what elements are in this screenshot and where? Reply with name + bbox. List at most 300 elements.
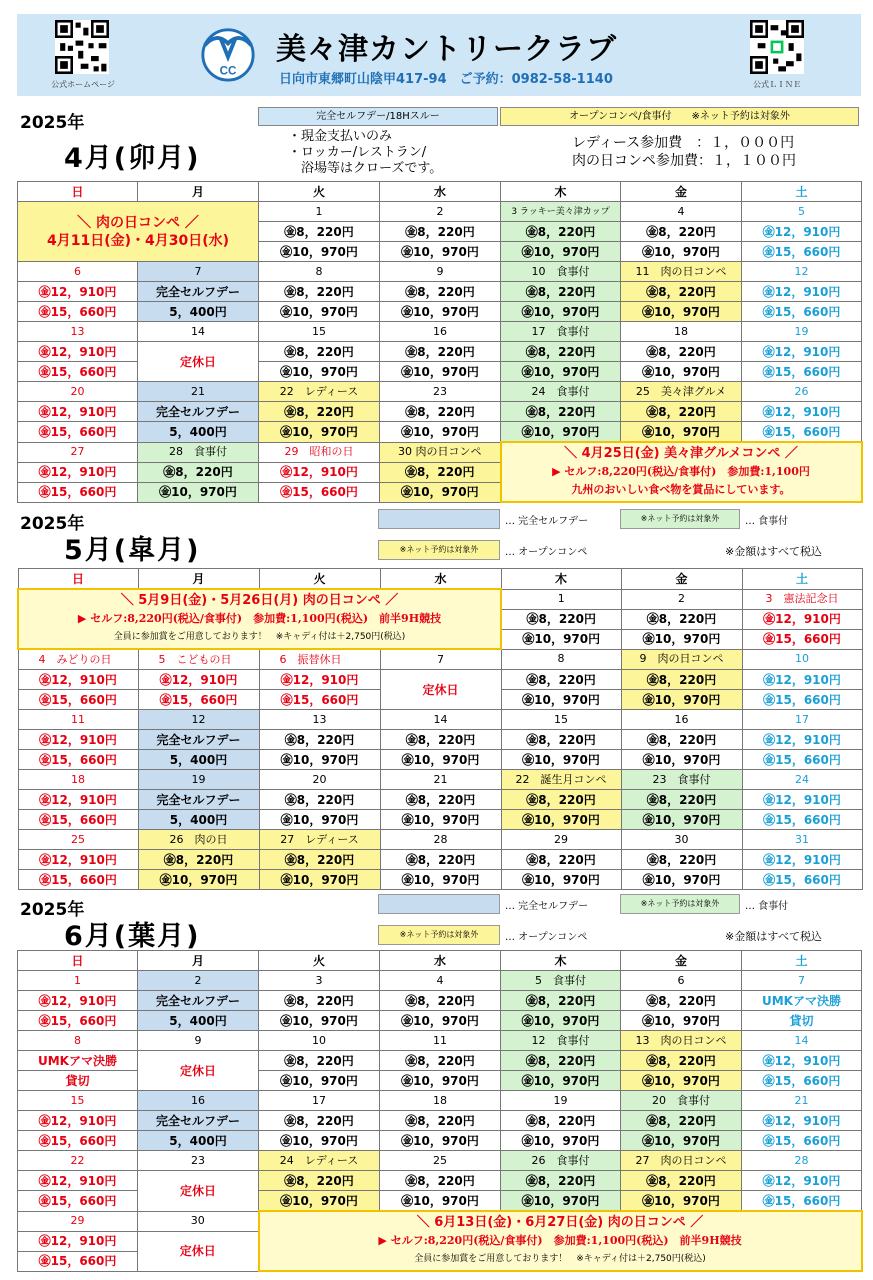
june-promo-note: 全員に参加賞をご用意しております！ ※キャディ付は＋2,750円(税込) [414, 1254, 706, 1264]
april-niku-promo-title: ＼ 肉の日コンペ ／ [77, 214, 199, 231]
day-cell[interactable]: 15 [501, 710, 621, 730]
price-self: ㊎8，220円 [259, 342, 380, 362]
day-cell[interactable]: 21 [742, 1091, 862, 1111]
price-self: ㊎8，220円 [501, 730, 621, 750]
price-holiday-cart: ㊎15，660円 [18, 690, 138, 710]
price-cart: ㊎10，970円 [380, 302, 501, 322]
price-holiday-cart: ㊎15，660円 [742, 1131, 862, 1151]
june-year: 2025年 [20, 900, 85, 920]
price-self: ㊎8，220円 [259, 730, 380, 750]
day-cell[interactable]: 16 [380, 322, 501, 342]
price-cart: ㊎10，970円 [621, 422, 742, 443]
day-cell[interactable]: 22 誕生月コンペ [501, 770, 621, 790]
price-cart: ㊎10，970円 [259, 242, 380, 262]
price-holiday-cart: ㊎15，660円 [259, 690, 380, 710]
day-cell[interactable]: 29 [501, 830, 621, 850]
qr-code-line-icon[interactable] [750, 20, 804, 74]
price-self: ㊎8，220円 [259, 1111, 380, 1131]
legend-meal-swatch: ※ネット予約は対象外 [620, 894, 740, 914]
day-cell[interactable]: 6 [18, 262, 138, 282]
may-month-title: 5月(皐月) [64, 535, 201, 566]
price-self: ㊎8，220円 [259, 1051, 380, 1071]
price-holiday-cart: ㊎15，660円 [742, 870, 862, 890]
price-holiday-cart: ㊎15，660円 [138, 690, 259, 710]
june-month-title: 6月(葉月) [64, 921, 201, 952]
weekday-mon: 月 [138, 182, 259, 202]
day-cell[interactable]: 25 [18, 830, 138, 850]
day-cell[interactable]: 19 [742, 322, 862, 342]
price-cart: ㊎10，970円 [380, 1191, 501, 1212]
club-address: 日向市東郷町山陰甲417-94 ご予約：0982-58-1140 [279, 72, 613, 87]
price-cart: ㊎10，970円 [621, 870, 742, 890]
price-cart: ㊎10，970円 [259, 810, 380, 830]
price-self: ㊎8，220円 [380, 850, 501, 870]
day-cell[interactable]: 28 食事付 [138, 442, 259, 462]
price-holiday-self: ㊎12，910円 [259, 670, 380, 690]
day-cell[interactable]: 17 [742, 710, 862, 730]
price-self: ㊎8，220円 [138, 850, 259, 870]
price-self: ㊎8，220円 [380, 222, 501, 242]
weekday-wed: 水 [380, 182, 501, 202]
price-self: ㊎8，220円 [380, 1111, 501, 1131]
price-self: ㊎8，220円 [259, 790, 380, 810]
weekday-sat: 土 [742, 182, 862, 202]
legend-self-day: … 完全セルフデー [505, 516, 589, 527]
price-self: ㊎8，220円 [380, 730, 501, 750]
day-cell[interactable]: 24 [742, 770, 862, 790]
day-cell[interactable]: 21 [138, 382, 259, 402]
day-cell[interactable]: 14 [742, 1031, 862, 1051]
price-self: ㊎8，220円 [501, 342, 621, 362]
price-holiday-cart: ㊎15，660円 [742, 629, 862, 649]
self-day-label: 完全セルフデー [138, 730, 259, 750]
day-cell[interactable]: 24 食事付 [501, 382, 621, 402]
weekday-mon: 月 [138, 569, 259, 590]
self-day-label: 完全セルフデー [138, 282, 259, 302]
qr-line-caption: 公式ＬＩＮＥ [753, 80, 801, 89]
weekday-sun: 日 [18, 569, 138, 590]
club-title: 美々津カントリークラブ [276, 32, 617, 67]
day-cell[interactable]: 18 [380, 1091, 501, 1111]
ladies-fee: レディース参加費 ：１，０００円 [572, 135, 795, 151]
day-cell[interactable]: 23 [380, 382, 501, 402]
legend-open-compe: … オープンコンペ [505, 547, 588, 558]
day-cell[interactable]: 10 [742, 649, 862, 670]
legend-self-day-swatch [378, 509, 500, 529]
day-cell[interactable]: 30 [621, 830, 742, 850]
legend-open-compe: … オープンコンペ [505, 932, 588, 943]
day-cell[interactable]: 11 [380, 1031, 501, 1051]
price-cart: ㊎10，970円 [621, 1191, 742, 1212]
price-holiday-self: ㊎12，910円 [18, 790, 138, 810]
price-self: ㊎8，220円 [380, 462, 501, 482]
day-cell[interactable]: 29 昭和の日 [259, 442, 380, 462]
day-cell[interactable]: 6 振替休日 [259, 649, 380, 670]
day-cell[interactable]: 1 [501, 589, 621, 609]
day-cell[interactable]: 16 [621, 710, 742, 730]
reserved-label: 貸切 [18, 1071, 138, 1091]
price-self: ㊎8，220円 [621, 609, 742, 629]
day-cell[interactable]: 10 食事付 [501, 262, 621, 282]
price-self: ㊎8，220円 [501, 222, 621, 242]
day-cell[interactable]: 9 [380, 262, 501, 282]
day-cell[interactable]: 19 [138, 770, 259, 790]
day-cell[interactable]: 9 肉の日コンペ [621, 649, 742, 670]
price-holiday-self: ㊎12，910円 [18, 1111, 138, 1131]
day-cell[interactable]: 12 食事付 [501, 1031, 621, 1051]
price-holiday-cart: ㊎15，660円 [18, 302, 138, 322]
weekday-mon: 月 [138, 951, 259, 971]
price-cart: ㊎10，970円 [621, 750, 742, 770]
closed-day: 定休日 [138, 342, 259, 382]
price-self: ㊎8，220円 [380, 1171, 501, 1191]
price-self: ㊎8，220円 [621, 1051, 742, 1071]
day-cell[interactable]: 20 [18, 382, 138, 402]
price-self: ㊎8，220円 [380, 402, 501, 422]
day-cell[interactable]: 8 [501, 649, 621, 670]
legend-meal-swatch: ※ネット予約は対象外 [620, 509, 740, 529]
self-day-price: 5，400円 [138, 810, 259, 830]
price-holiday-self: ㊎12，910円 [18, 991, 138, 1011]
closed-day: 定休日 [138, 1231, 259, 1271]
price-cart: ㊎10，970円 [621, 1131, 742, 1151]
logo-text: CC [219, 64, 237, 78]
day-cell[interactable]: 1 [259, 202, 380, 222]
day-cell[interactable]: 16 [138, 1091, 259, 1111]
day-cell[interactable]: 3 憲法記念日 [742, 589, 862, 609]
weekday-sun: 日 [18, 951, 138, 971]
self-day-price: 5，400円 [138, 302, 259, 322]
price-cart: ㊎10，970円 [621, 629, 742, 649]
legend-open-swatch: ※ネット予約は対象外 [378, 925, 500, 945]
price-holiday-self: ㊎12，910円 [18, 1231, 138, 1251]
price-holiday-self: ㊎12，910円 [18, 282, 138, 302]
day-cell[interactable]: 20 [259, 770, 380, 790]
weekday-tue: 火 [259, 182, 380, 202]
june-niku-promo[interactable] [259, 1211, 862, 1271]
weekday-fri: 金 [621, 569, 742, 590]
price-self: ㊎8，220円 [621, 790, 742, 810]
day-cell[interactable]: 9 [138, 1031, 259, 1051]
price-holiday-self: ㊎12，910円 [18, 850, 138, 870]
self-day-label: 完全セルフデー [138, 1111, 259, 1131]
weekday-tue: 火 [259, 569, 380, 590]
day-cell[interactable]: 14 [138, 322, 259, 342]
price-self: ㊎8，220円 [501, 1051, 621, 1071]
price-holiday-self: ㊎12，910円 [138, 670, 259, 690]
gourmet-promo-note: 九州のおいしい食べ物を賞品にしています。 [571, 483, 791, 496]
qr-code-homepage-icon[interactable] [55, 20, 109, 74]
price-self: ㊎8，220円 [621, 342, 742, 362]
day-cell[interactable]: 27 [18, 442, 138, 462]
price-cart: ㊎10，970円 [621, 810, 742, 830]
day-cell[interactable]: 28 [380, 830, 501, 850]
price-self: ㊎8，220円 [501, 609, 621, 629]
self-day-info-line: ・現金支払いのみ [288, 129, 393, 144]
june-promo-fee: ▶ セルフ:8,220円(税込/食事付) 参加費:1,100円(税込) 前半9H競技 [378, 1234, 742, 1247]
april-niku-promo[interactable] [18, 202, 259, 262]
weekday-thu: 木 [501, 182, 621, 202]
weekday-thu: 木 [501, 569, 621, 590]
gourmet-promo-title: ＼ 4月25日(金) 美々津グルメコンペ ／ [564, 446, 798, 461]
price-self: ㊎8，220円 [380, 1051, 501, 1071]
day-cell[interactable]: 2 [621, 589, 742, 609]
price-holiday-cart: ㊎15，660円 [18, 1131, 138, 1151]
day-cell[interactable]: 30 肉の日コンペ [380, 442, 501, 462]
day-cell[interactable]: 4 [621, 202, 742, 222]
day-cell[interactable]: 8 [18, 1031, 138, 1051]
price-holiday-self: ㊎12，910円 [259, 462, 380, 482]
day-cell[interactable]: 30 [138, 1211, 259, 1231]
price-cart: ㊎10，970円 [259, 1071, 380, 1091]
day-cell[interactable]: 18 [18, 770, 138, 790]
price-holiday-self: ㊎12，910円 [742, 1051, 862, 1071]
price-self: ㊎8，220円 [621, 222, 742, 242]
day-cell[interactable]: 3 ラッキー美々津カップ [501, 202, 621, 222]
reserved-label: 貸切 [742, 1011, 862, 1031]
price-cart: ㊎10，970円 [380, 422, 501, 443]
legend-open-swatch: ※ネット予約は対象外 [378, 540, 500, 560]
day-cell[interactable]: 26 肉の日 [138, 830, 259, 850]
price-holiday-cart: ㊎15，660円 [18, 1251, 138, 1271]
price-self: ㊎8，220円 [501, 402, 621, 422]
price-holiday-self: ㊎12，910円 [18, 402, 138, 422]
day-cell[interactable]: 7 [742, 971, 862, 991]
day-cell[interactable]: 27 レディース [259, 830, 380, 850]
price-cart: ㊎10，970円 [621, 302, 742, 322]
price-holiday-self: ㊎12，910円 [742, 730, 862, 750]
price-cart: ㊎10，970円 [501, 1191, 621, 1212]
legend-self-day-swatch [378, 894, 500, 914]
umk-final-label: UMKアマ決勝 [18, 1051, 138, 1071]
day-cell[interactable]: 27 肉の日コンペ [621, 1151, 742, 1171]
day-cell[interactable]: 14 [380, 710, 501, 730]
self-day-price: 5，400円 [138, 750, 259, 770]
day-cell[interactable]: 13 肉の日コンペ [621, 1031, 742, 1051]
weekday-sat: 土 [742, 951, 862, 971]
day-cell[interactable]: 13 [259, 710, 380, 730]
price-holiday-self: ㊎12，910円 [742, 222, 862, 242]
price-cart: ㊎10，970円 [501, 690, 621, 710]
price-self: ㊎8，220円 [501, 991, 621, 1011]
price-cart: ㊎10，970円 [501, 1131, 621, 1151]
price-self: ㊎8，220円 [380, 790, 501, 810]
club-logo-icon [199, 24, 257, 82]
price-self: ㊎8，220円 [621, 991, 742, 1011]
price-cart: ㊎10，970円 [501, 629, 621, 649]
price-self: ㊎8，220円 [501, 1111, 621, 1131]
price-holiday-self: ㊎12，910円 [742, 1111, 862, 1131]
price-holiday-cart: ㊎15，660円 [259, 482, 380, 502]
price-holiday-cart: ㊎15，660円 [742, 242, 862, 262]
may-promo-title: ＼ 5月9日(金)・5月26日(月) 肉の日コンペ ／ [120, 593, 399, 608]
day-cell[interactable]: 7 [138, 262, 259, 282]
price-cart: ㊎10，970円 [259, 1131, 380, 1151]
price-cart: ㊎10，970円 [380, 482, 501, 502]
price-holiday-cart: ㊎15，660円 [18, 1011, 138, 1031]
legend-self-day: … 完全セルフデー [505, 901, 589, 912]
price-holiday-self: ㊎12，910円 [742, 790, 862, 810]
price-cart: ㊎10，970円 [380, 1131, 501, 1151]
day-cell[interactable]: 23 食事付 [621, 770, 742, 790]
legend-meal: … 食事付 [745, 516, 789, 527]
day-cell[interactable]: 7 [380, 649, 501, 670]
price-self: ㊎8，220円 [138, 462, 259, 482]
day-cell[interactable]: 28 [742, 1151, 862, 1171]
price-holiday-self: ㊎12，910円 [18, 342, 138, 362]
price-self: ㊎8，220円 [501, 790, 621, 810]
may-niku-promo[interactable] [18, 589, 501, 649]
price-holiday-self: ㊎12，910円 [18, 1171, 138, 1191]
day-cell[interactable]: 8 [259, 262, 380, 282]
day-cell[interactable]: 26 食事付 [501, 1151, 621, 1171]
legend-tax-note: ※金額はすべて税込 [725, 545, 822, 558]
june-promo-title: ＼ 6月13日(金)・6月27日(金) 肉の日コンペ ／ [416, 1215, 704, 1230]
price-self: ㊎8，220円 [621, 1111, 742, 1131]
price-cart: ㊎10，970円 [259, 362, 380, 382]
day-cell[interactable]: 24 レディース [259, 1151, 380, 1171]
price-cart: ㊎10，970円 [501, 1071, 621, 1091]
price-cart: ㊎10，970円 [501, 870, 621, 890]
day-cell[interactable]: 26 [742, 382, 862, 402]
day-cell[interactable]: 2 [138, 971, 259, 991]
weekday-fri: 金 [621, 182, 742, 202]
self-day-label: 完全セルフデー [138, 402, 259, 422]
day-cell[interactable]: 5 [742, 202, 862, 222]
price-holiday-cart: ㊎15，660円 [18, 422, 138, 443]
price-cart: ㊎10，970円 [621, 1071, 742, 1091]
price-self: ㊎8，220円 [259, 402, 380, 422]
price-cart: ㊎10，970円 [501, 1011, 621, 1031]
day-cell[interactable]: 17 [259, 1091, 380, 1111]
day-cell[interactable]: 21 [380, 770, 501, 790]
day-cell[interactable]: 29 [18, 1211, 138, 1231]
day-cell[interactable]: 15 [18, 1091, 138, 1111]
may-calendar [17, 568, 863, 890]
price-cart: ㊎10，970円 [259, 750, 380, 770]
price-self: ㊎8，220円 [380, 991, 501, 1011]
day-cell[interactable]: 11 肉の日コンペ [621, 262, 742, 282]
price-cart: ㊎10，970円 [380, 242, 501, 262]
price-holiday-self: ㊎12，910円 [742, 402, 862, 422]
april-year: 2025年 [20, 113, 85, 133]
day-cell[interactable]: 25 [380, 1151, 501, 1171]
day-cell[interactable]: 6 [621, 971, 742, 991]
price-holiday-self: ㊎12，910円 [18, 462, 138, 482]
price-self: ㊎8，220円 [259, 1171, 380, 1191]
self-day-label: 完全セルフデー [138, 790, 259, 810]
day-cell[interactable]: 22 [18, 1151, 138, 1171]
self-day-price: 5，400円 [138, 1131, 259, 1151]
closed-day: 定休日 [138, 1171, 259, 1212]
gourmet-promo-fee: ▶ セルフ:8,220円(税込/食事付) 参加費:1,100円 [552, 465, 810, 478]
day-cell[interactable]: 1 [18, 971, 138, 991]
price-self: ㊎8，220円 [501, 1171, 621, 1191]
may-year: 2025年 [20, 514, 85, 534]
price-holiday-cart: ㊎15，660円 [742, 810, 862, 830]
april-calendar [17, 181, 863, 503]
day-cell[interactable]: 18 [621, 322, 742, 342]
price-cart: ㊎10，970円 [501, 810, 621, 830]
price-holiday-cart: ㊎15，660円 [18, 1191, 138, 1212]
day-cell[interactable]: 23 [138, 1151, 259, 1171]
day-cell[interactable]: 17 食事付 [501, 322, 621, 342]
price-holiday-cart: ㊎15，660円 [742, 1191, 862, 1212]
price-cart: ㊎10，970円 [259, 1191, 380, 1212]
price-cart: ㊎10，970円 [380, 870, 501, 890]
price-self: ㊎8，220円 [380, 342, 501, 362]
day-cell[interactable]: 5 食事付 [501, 971, 621, 991]
weekday-sat: 土 [742, 569, 862, 590]
self-day-info-line: ・ロッカー/レストラン/ [288, 145, 427, 160]
day-cell[interactable]: 25 美々津グルメ [621, 382, 742, 402]
open-compe-info-box [500, 107, 859, 170]
umk-final-label: UMKアマ決勝 [742, 991, 862, 1011]
day-cell[interactable]: 12 [742, 262, 862, 282]
legend-tax-note: ※金額はすべて税込 [725, 930, 822, 943]
price-self: ㊎8，220円 [259, 991, 380, 1011]
june-calendar [17, 950, 863, 1272]
price-cart: ㊎10，970円 [380, 750, 501, 770]
price-self: ㊎8，220円 [501, 282, 621, 302]
price-self: ㊎8，220円 [259, 850, 380, 870]
price-holiday-cart: ㊎15，660円 [742, 690, 862, 710]
price-holiday-self: ㊎12，910円 [18, 670, 138, 690]
price-holiday-self: ㊎12，910円 [742, 609, 862, 629]
price-holiday-cart: ㊎15，660円 [18, 870, 138, 890]
self-day-info-box [258, 107, 498, 177]
day-cell[interactable]: 10 [259, 1031, 380, 1051]
weekday-sun: 日 [18, 182, 138, 202]
price-self: ㊎8，220円 [621, 670, 742, 690]
weekday-wed: 水 [380, 569, 501, 590]
day-cell[interactable]: 3 [259, 971, 380, 991]
price-cart: ㊎10，970円 [621, 362, 742, 382]
april-gourmet-promo[interactable] [501, 442, 862, 502]
day-cell[interactable]: 13 [18, 322, 138, 342]
closed-day: 定休日 [138, 1051, 259, 1091]
self-day-price: 5，400円 [138, 422, 259, 443]
price-cart: ㊎10，970円 [259, 870, 380, 890]
self-day-info-head: 完全セルフデー/18Hスルー [258, 107, 498, 126]
price-self: ㊎8，220円 [501, 850, 621, 870]
may-promo-note: 全員に参加賞をご用意しております！ ※キャディ付は＋2,750円(税込) [113, 632, 406, 642]
day-cell[interactable]: 2 [380, 202, 501, 222]
day-cell[interactable]: 19 [501, 1091, 621, 1111]
day-cell[interactable]: 5 こどもの日 [138, 649, 259, 670]
price-cart: ㊎10，970円 [501, 242, 621, 262]
day-cell[interactable]: 15 [259, 322, 380, 342]
day-cell[interactable]: 12 [138, 710, 259, 730]
day-cell[interactable]: 22 レディース [259, 382, 380, 402]
april-month-title: 4月(卯月) [64, 143, 201, 174]
price-self: ㊎8，220円 [621, 1171, 742, 1191]
price-self: ㊎8，220円 [259, 282, 380, 302]
day-cell[interactable]: 4 [380, 971, 501, 991]
price-cart: ㊎10，970円 [621, 1011, 742, 1031]
price-holiday-cart: ㊎15，660円 [742, 750, 862, 770]
day-cell[interactable]: 20 食事付 [621, 1091, 742, 1111]
price-holiday-self: ㊎12，910円 [742, 850, 862, 870]
price-cart: ㊎10，970円 [501, 422, 621, 443]
price-cart: ㊎10，970円 [380, 1011, 501, 1031]
qr-homepage-caption: 公式ホームページ [51, 80, 115, 89]
day-cell[interactable]: 31 [742, 830, 862, 850]
price-cart: ㊎10，970円 [259, 1011, 380, 1031]
day-cell[interactable]: 4 みどりの日 [18, 649, 138, 670]
day-cell[interactable]: 11 [18, 710, 138, 730]
open-compe-info-head: オープンコンペ/食事付 ※ネット予約は対象外 [500, 107, 859, 126]
